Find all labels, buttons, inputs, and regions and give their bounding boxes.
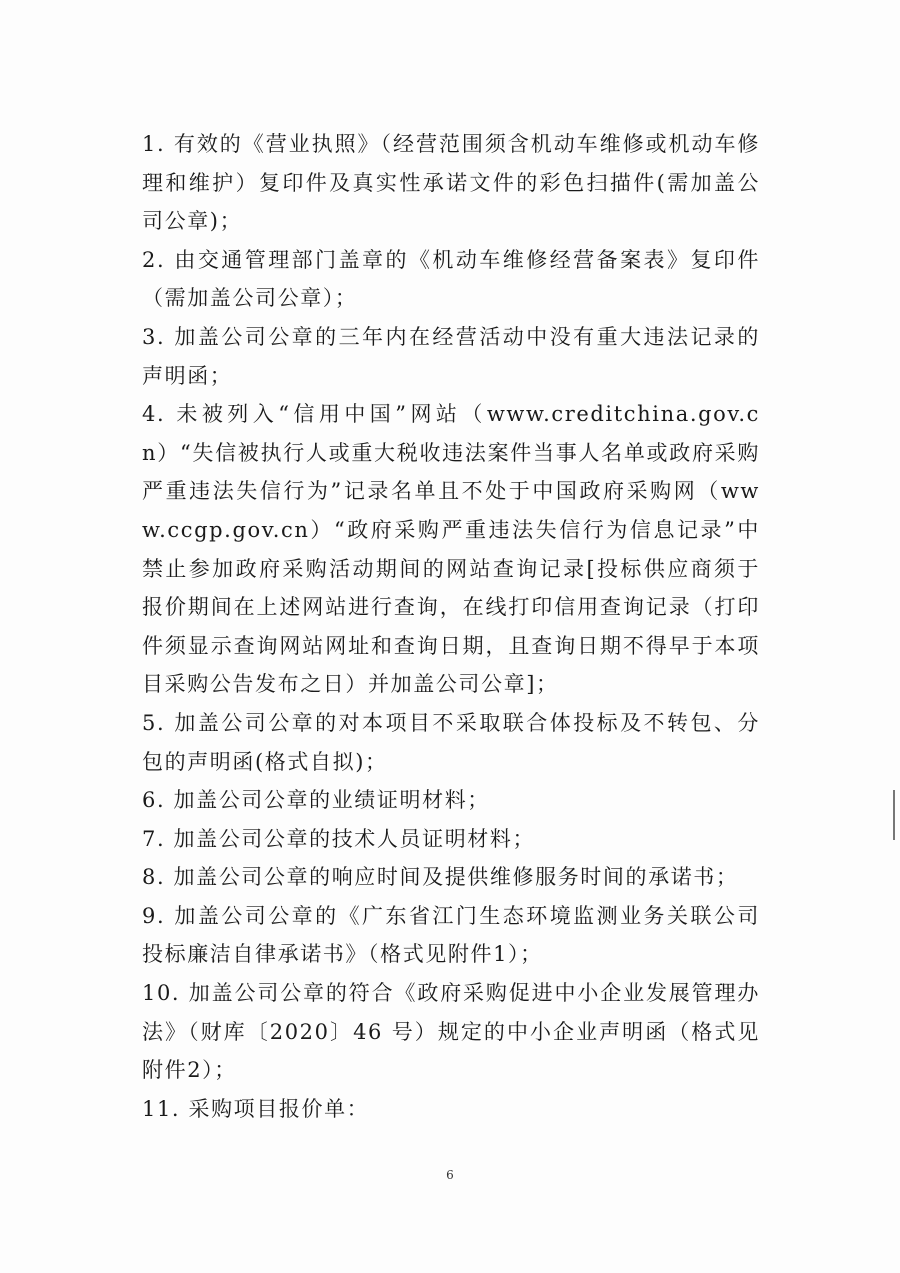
list-item-7: 7. 加盖公司公章的技术人员证明材料； bbox=[142, 826, 536, 851]
list-item-5: 5. 加盖公司公章的对本项目不采取联合体投标及不转包、分包的声明函(格式自拟)； bbox=[142, 710, 760, 774]
list-item-2: 2. 由交通管理部门盖章的《机动车维修经营备案表》复印件（需加盖公司公章）； bbox=[142, 247, 760, 311]
scan-edge-mark bbox=[893, 790, 895, 840]
list-item-3: 3. 加盖公司公章的三年内在经营活动中没有重大违法记录的声明函； bbox=[142, 324, 760, 388]
list-item-11: 11. 采购项目报价单： bbox=[142, 1096, 370, 1121]
document-body bbox=[142, 125, 760, 1128]
list-item-10: 10. 加盖公司公章的符合《政府采购促进中小企业发展管理办法》（财库〔2020〕46 号）规定的中小企业声明函（格式见附件2）； bbox=[142, 981, 760, 1083]
list-item-9: 9. 加盖公司公章的《广东省江门生态环境监测业务关联公司投标廉洁自律承诺书》（格式见附件1）； bbox=[142, 903, 760, 967]
list-item-6: 6. 加盖公司公章的业绩证明材料； bbox=[142, 788, 490, 813]
page-number: 6 bbox=[446, 1168, 454, 1182]
list-item-1: 1. 有效的《营业执照》（经营范围须含机动车维修或机动车修理和维护）复印件及真实性承诺文件的彩色扫描件(需加盖公司公章)； bbox=[142, 132, 760, 234]
list-item-4: 4. 未被列入“信用中国”网站（www.creditchina.gov.cn）“失信被执行人或重大税收违法案件当事人名单或政府采购严重违法失信行为”记录名单且不处于中国政府采购网（www.ccgp.gov.cn）“政府采购严重违法失信行为信息记录”中禁止参加政府采购活动期间的网站查询记录[投标供应商须于报价期间在上述网站进行查询，在线打印信用查询记录（打印件须显示查询网站网址和查询日期，且查询日期不得早于本项目采购公告发布之日）并加盖公司公章]； bbox=[142, 402, 760, 697]
list-item-8: 8. 加盖公司公章的响应时间及提供维修服务时间的承诺书； bbox=[142, 865, 739, 890]
